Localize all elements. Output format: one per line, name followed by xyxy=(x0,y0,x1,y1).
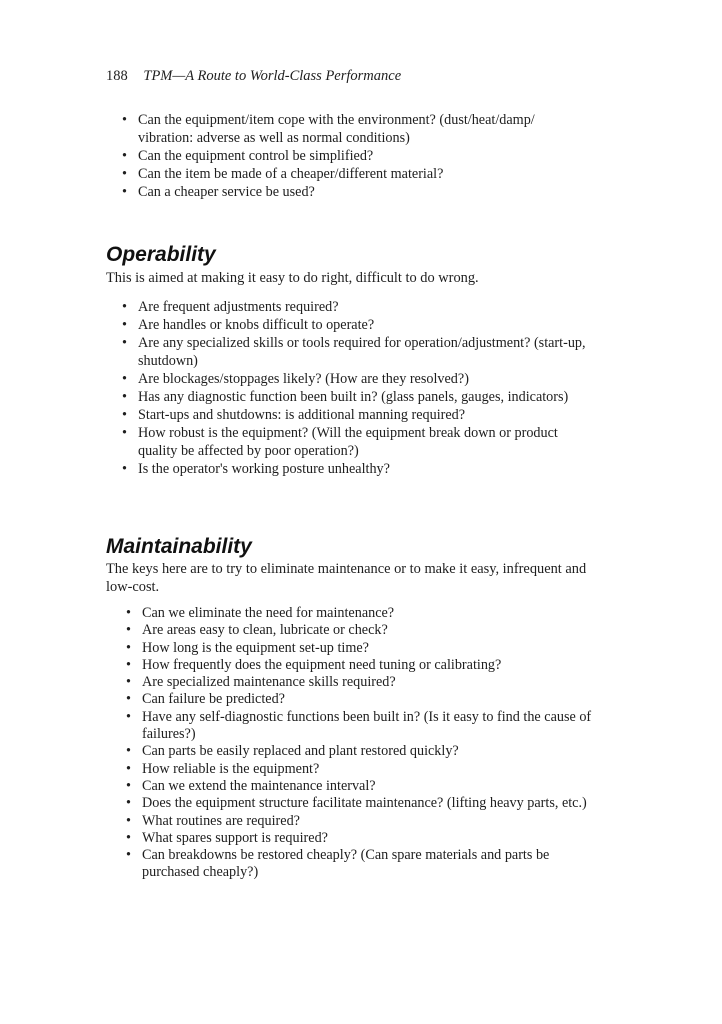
list-item xyxy=(124,674,606,691)
bullet-icon: • xyxy=(122,425,127,441)
operability-list xyxy=(120,298,592,478)
page-number: 188 xyxy=(106,68,128,84)
list-item-text: Have any self-diagnostic functions been built in? (Is it easy to find the cause of failures?) xyxy=(142,708,592,743)
list-item xyxy=(120,147,592,165)
list-item xyxy=(120,370,592,388)
list-item xyxy=(124,605,606,622)
running-header xyxy=(106,68,401,85)
top-bullet-list xyxy=(120,111,592,201)
list-item xyxy=(120,334,592,370)
bullet-icon: • xyxy=(126,760,131,777)
list-item xyxy=(120,316,592,334)
bullet-icon: • xyxy=(126,674,131,691)
bullet-icon: • xyxy=(126,847,131,864)
bullet-icon: • xyxy=(126,777,131,794)
list-item-text: How long is the equipment set-up time? xyxy=(142,639,369,656)
bullet-icon: • xyxy=(122,112,127,128)
list-item xyxy=(124,795,606,812)
list-item xyxy=(124,761,606,778)
maintainability-list xyxy=(124,605,606,882)
bullet-icon: • xyxy=(122,461,127,477)
list-item xyxy=(120,388,592,406)
list-item xyxy=(120,165,592,183)
list-item xyxy=(124,657,606,674)
list-item-text: How frequently does the equipment need tuning or calibrating? xyxy=(142,656,502,673)
bullet-icon: • xyxy=(126,795,131,812)
list-item-text: Can failure be predicted? xyxy=(142,691,285,708)
list-item-text: Can the equipment/item cope with the environment? (dust/heat/damp/ vibration: adverse as well as normal conditions) xyxy=(138,112,535,146)
list-item xyxy=(124,830,606,847)
list-item-text: Can breakdowns be restored cheaply? (Can spare materials and parts be purchased cheaply?) xyxy=(142,847,550,881)
operability-intro: This is aimed at making it easy to do right, difficult to do wrong. xyxy=(106,270,479,286)
bullet-icon: • xyxy=(126,656,131,673)
list-item xyxy=(120,111,592,147)
list-item xyxy=(124,847,606,882)
list-item-text: Is the operator's working posture unhealthy? xyxy=(138,461,390,477)
operability-heading: Operability xyxy=(106,243,216,266)
list-item-text: Can a cheaper service be used? xyxy=(138,184,315,200)
list-item-text: Are blockages/stoppages likely? (How are they resolved?) xyxy=(138,371,469,387)
list-item-text: Are frequent adjustments required? xyxy=(138,299,339,315)
bullet-icon: • xyxy=(122,407,127,423)
list-item xyxy=(120,406,592,424)
maintainability-heading: Maintainability xyxy=(106,535,252,558)
list-item xyxy=(124,622,606,639)
list-item-text: Has any diagnostic function been built in? (glass panels, gauges, indicators) xyxy=(138,389,569,405)
bullet-icon: • xyxy=(122,166,127,182)
list-item xyxy=(124,813,606,830)
list-item xyxy=(124,691,606,708)
list-item-text: Can the item be made of a cheaper/different material? xyxy=(138,166,444,182)
list-item-text: Are handles or knobs difficult to operate? xyxy=(138,317,375,333)
running-title: TPM—A Route to World-Class Performance xyxy=(143,68,402,84)
bullet-icon: • xyxy=(122,335,127,351)
list-item-text: Can we eliminate the need for maintenance? xyxy=(142,605,395,621)
list-item xyxy=(120,460,592,478)
bullet-icon: • xyxy=(126,708,131,725)
bullet-icon: • xyxy=(126,639,131,656)
bullet-icon: • xyxy=(122,389,127,405)
bullet-icon: • xyxy=(122,317,127,333)
list-item-text: Can we extend the maintenance interval? xyxy=(142,777,376,794)
bullet-icon: • xyxy=(122,148,127,164)
list-item-text: How robust is the equipment? (Will the equipment break down or product quality be affected by poor operation?) xyxy=(138,425,558,459)
list-item xyxy=(124,640,606,657)
list-item-text: Are any specialized skills or tools required for operation/adjustment? (start-up, shutdown) xyxy=(138,335,586,369)
list-item-text: Can the equipment control be simplified? xyxy=(138,148,374,164)
list-item-text: Start-ups and shutdowns: is additional manning required? xyxy=(138,407,466,423)
list-item-text: Are areas easy to clean, lubricate or check? xyxy=(142,622,388,639)
list-item-text: Does the equipment structure facilitate maintenance? (lifting heavy parts, etc.) xyxy=(142,795,587,812)
bullet-icon: • xyxy=(122,371,127,387)
bullet-icon: • xyxy=(126,605,131,621)
list-item-text: What routines are required? xyxy=(142,812,300,829)
list-item-text: Are specialized maintenance skills required? xyxy=(142,674,396,691)
bullet-icon: • xyxy=(126,622,131,639)
list-item xyxy=(124,743,606,760)
list-item xyxy=(120,298,592,316)
bullet-icon: • xyxy=(126,812,131,829)
list-item-text: What spares support is required? xyxy=(142,829,328,846)
maintainability-intro: The keys here are to try to eliminate maintenance or to make it easy, infrequent and low-cost. xyxy=(106,561,587,595)
list-item-text: Can parts be easily replaced and plant restored quickly? xyxy=(142,743,459,760)
bullet-icon: • xyxy=(122,299,127,315)
list-item xyxy=(120,183,592,201)
bullet-icon: • xyxy=(122,184,127,200)
bullet-icon: • xyxy=(126,691,131,708)
bullet-icon: • xyxy=(126,743,131,760)
list-item xyxy=(124,709,606,744)
list-item xyxy=(120,424,592,460)
list-item-text: How reliable is the equipment? xyxy=(142,760,320,777)
bullet-icon: • xyxy=(126,829,131,846)
list-item xyxy=(124,778,606,795)
